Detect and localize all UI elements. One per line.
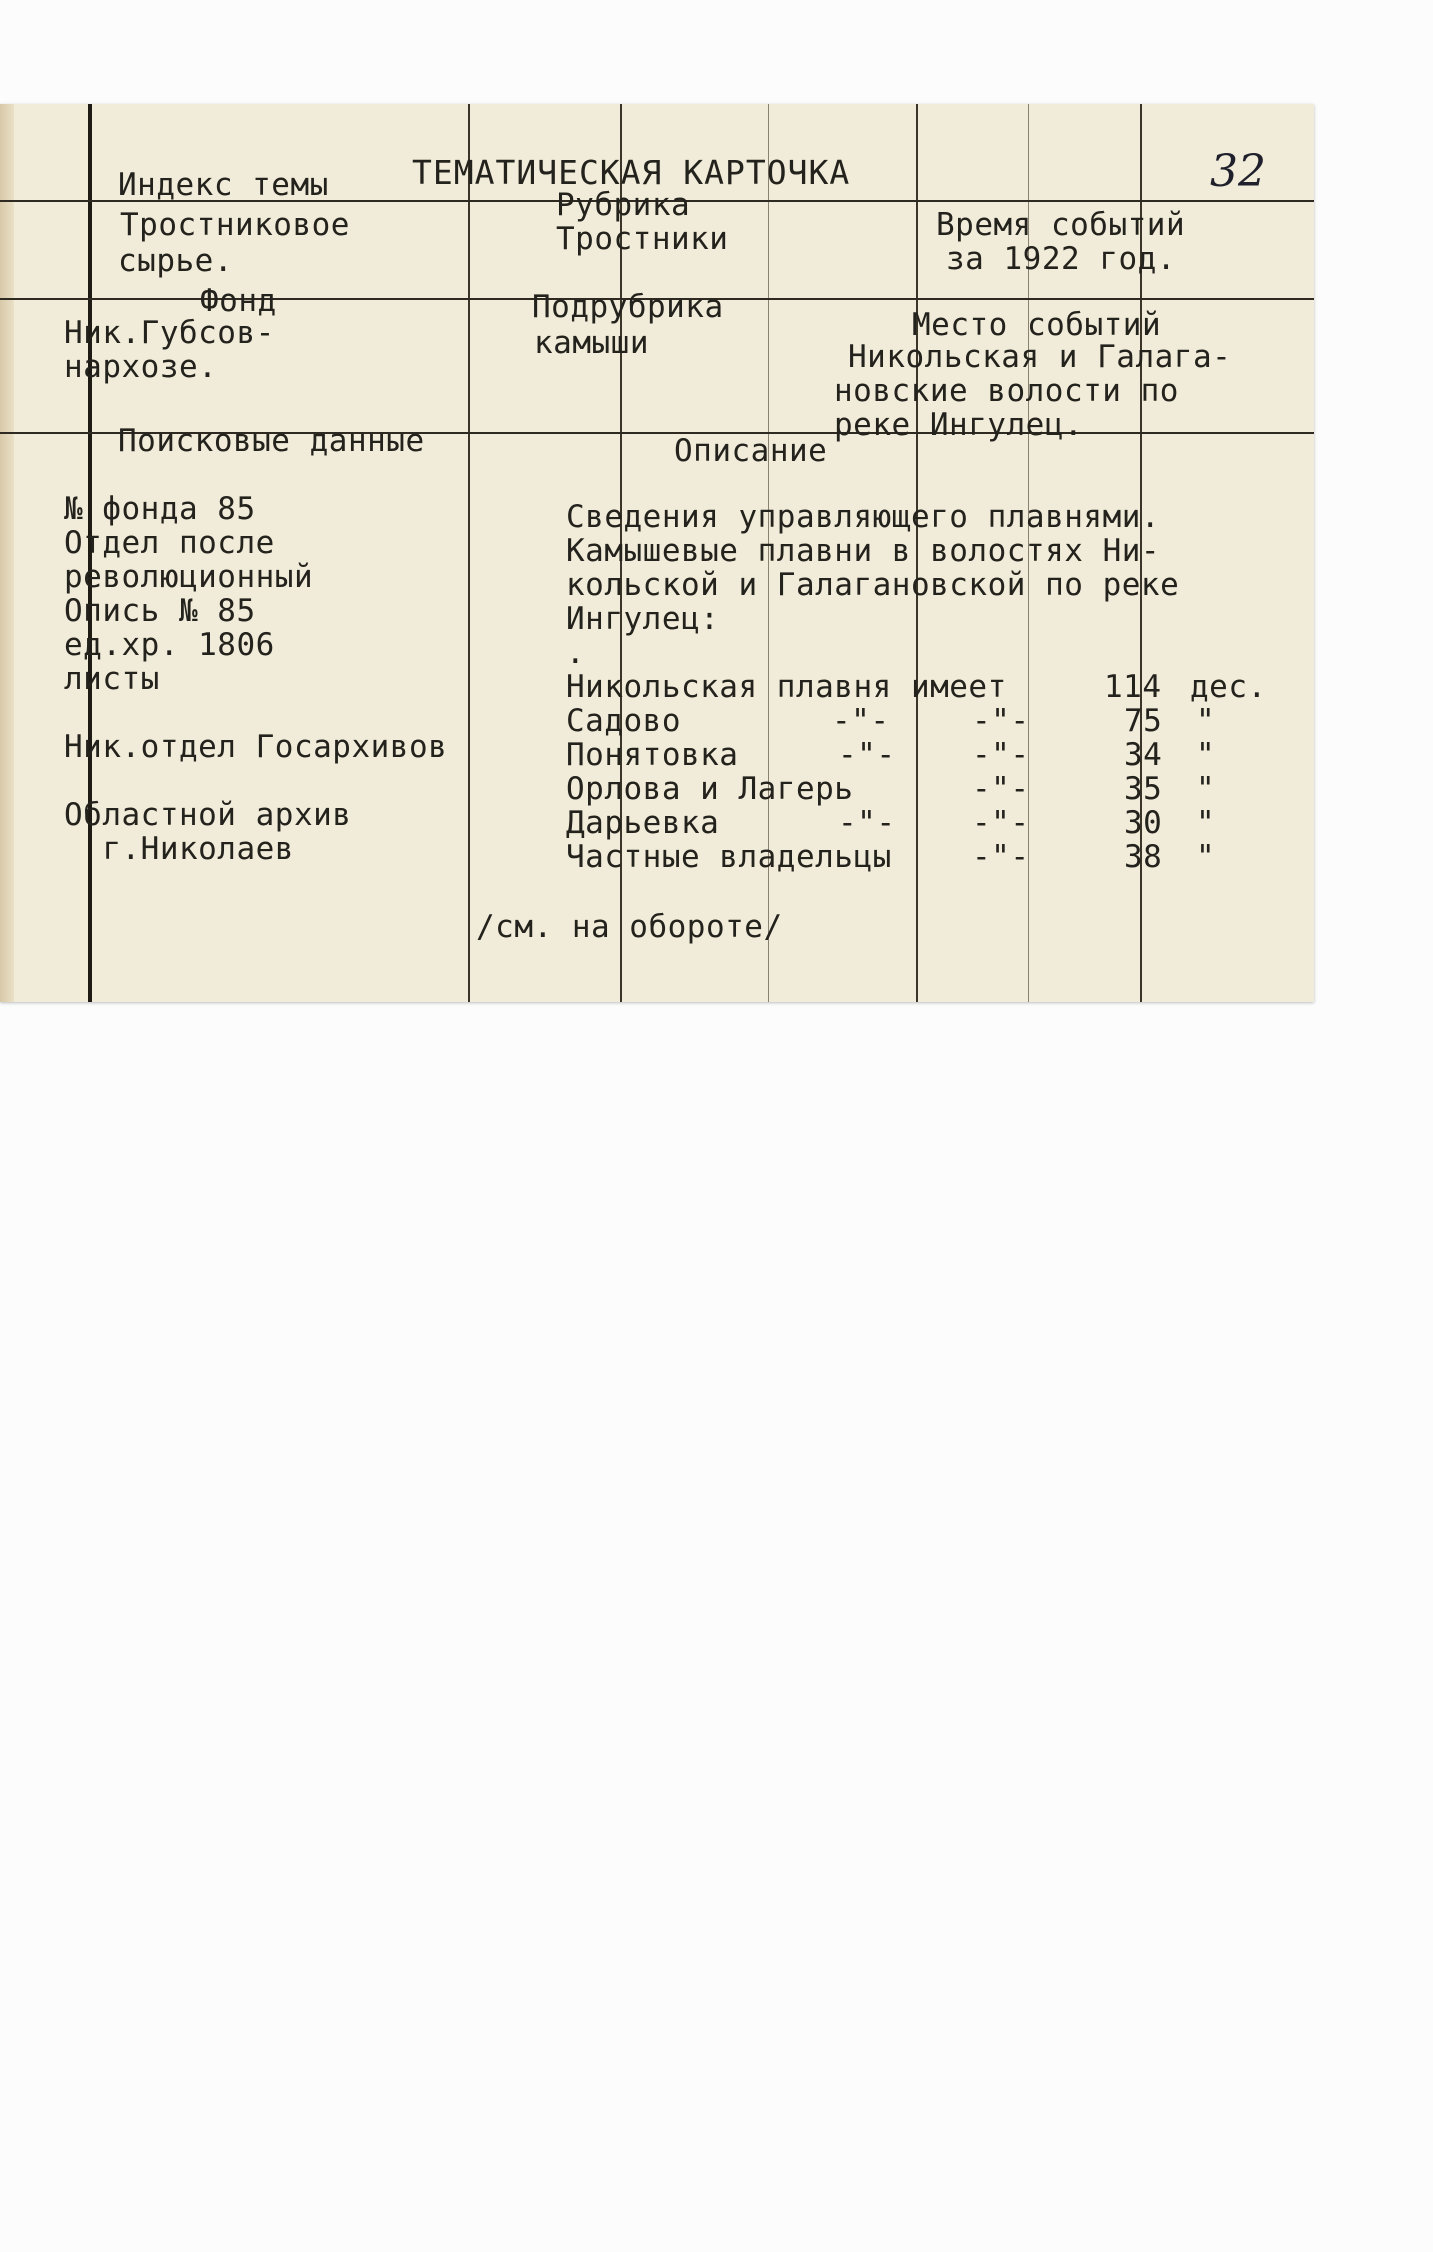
plavni-ditto: -"- <box>838 805 896 841</box>
description-label: Описание <box>674 433 828 469</box>
search-line: г.Николаев <box>64 831 294 867</box>
plavni-value: 35 <box>1124 771 1163 807</box>
plavni-unit: " <box>1196 703 1216 739</box>
place-value-1: Никольская и Галага- <box>848 339 1232 375</box>
index-value-2: сырье. <box>118 243 233 279</box>
plavni-unit: " <box>1196 737 1216 773</box>
plavni-name: Орлова и Лагерь <box>566 771 854 807</box>
plavni-value: 114 <box>1104 669 1162 705</box>
card-title: ТЕМАТИЧЕСКАЯ КАРТОЧКА <box>412 153 851 192</box>
see-reverse-note: /см. на обороте/ <box>476 909 783 945</box>
search-line: листы <box>64 661 160 697</box>
fund-value-2: нархозе. <box>64 349 218 385</box>
plavni-ditto: -"- <box>972 805 1030 841</box>
catalog-card <box>0 104 1314 1002</box>
search-line: Опись № 85 <box>64 593 256 629</box>
card-number: 32 <box>1210 146 1266 197</box>
plavni-ditto: -"- <box>972 839 1030 875</box>
subrubric-label: Подрубрика <box>532 289 724 325</box>
place-value-2: новские волости по <box>834 373 1179 409</box>
plavni-unit: " <box>1196 771 1216 807</box>
search-label: Поисковые данные <box>118 423 425 459</box>
search-line: Ник.отдел Госархивов <box>64 729 448 765</box>
description-line: Ингулец: <box>566 601 720 637</box>
plavni-ditto: -"- <box>838 737 896 773</box>
time-label: Время событий <box>936 207 1186 243</box>
plavni-unit: дес. <box>1190 669 1267 705</box>
plavni-ditto: -"- <box>972 737 1030 773</box>
plavni-unit: " <box>1196 839 1216 875</box>
plavni-value: 38 <box>1124 839 1163 875</box>
description-line: Сведения управляющего плавнями. <box>566 499 1161 535</box>
plavni-value: 30 <box>1124 805 1163 841</box>
description-line: Камышевые плавни в волостях Ни- <box>566 533 1161 569</box>
plavni-name: Частные владельцы <box>566 839 892 875</box>
search-line: Областной архив <box>64 797 352 833</box>
plavni-unit: " <box>1196 805 1216 841</box>
plavni-value: 34 <box>1124 737 1163 773</box>
fund-value-1: Ник.Губсов- <box>64 315 275 351</box>
place-value-3: реке Ингулец. <box>834 407 1084 443</box>
plavni-name: Садово <box>566 703 681 739</box>
rubric-label: Рубрика <box>556 187 691 223</box>
plavni-ditto: -"- <box>832 703 890 739</box>
plavni-name: Дарьевка <box>566 805 720 841</box>
torn-edge <box>0 104 14 1002</box>
index-value-1: Тростниковое <box>120 207 350 243</box>
search-line: революционный <box>64 559 314 595</box>
subrubric-value: камыши <box>534 325 649 361</box>
description-line: . <box>566 635 586 671</box>
fund-label: Фонд <box>200 283 277 319</box>
plavni-name: Понятовка <box>566 737 739 773</box>
plavni-name: Никольская плавня имеет <box>566 669 1007 705</box>
plavni-value: 75 <box>1124 703 1163 739</box>
rubric-value: Тростники <box>556 221 729 257</box>
plavni-ditto: -"- <box>972 771 1030 807</box>
plavni-ditto: -"- <box>972 703 1030 739</box>
rule-column-1 <box>468 104 470 1002</box>
index-label: Индекс темы <box>118 167 329 203</box>
time-value: за 1922 год. <box>946 241 1176 277</box>
search-line: № фонда 85 <box>64 491 256 527</box>
description-line: кольской и Галагановской по реке <box>566 567 1180 603</box>
place-label: Место событий <box>912 307 1162 343</box>
search-line: Отдел после <box>64 525 275 561</box>
search-line: ед.хр. 1806 <box>64 627 275 663</box>
